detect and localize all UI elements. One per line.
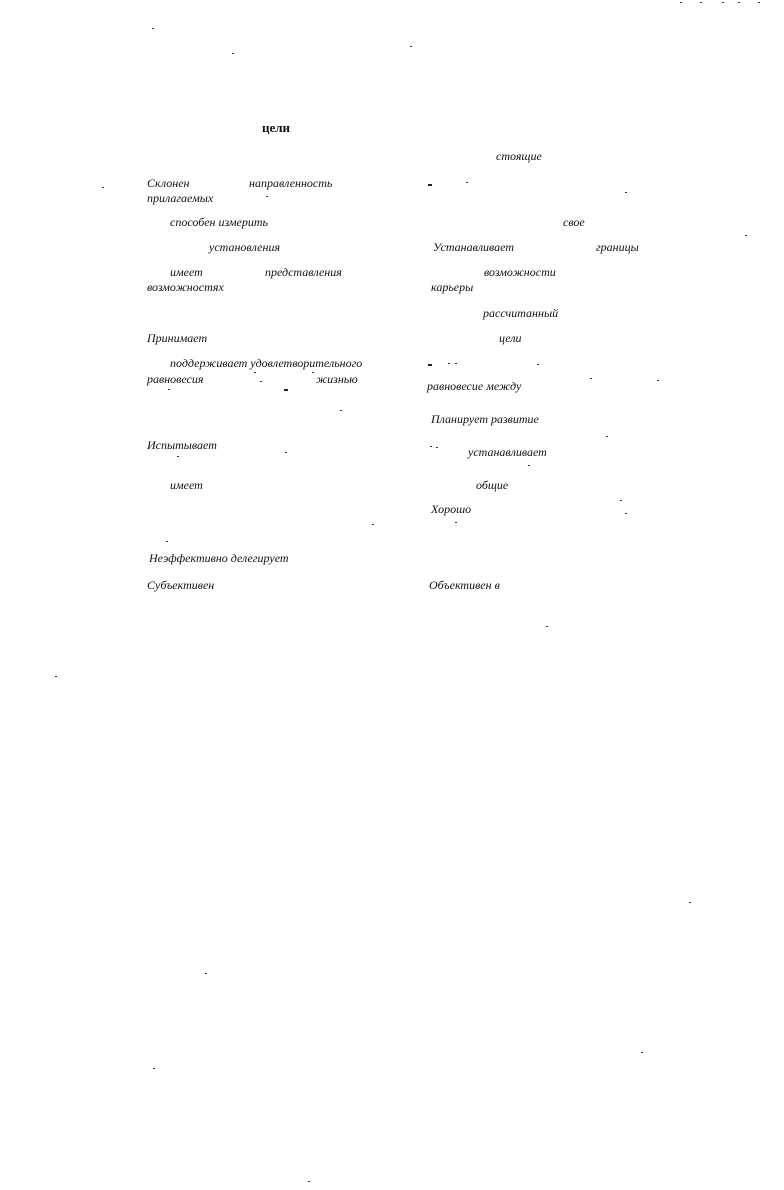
scan-speck [340, 410, 342, 411]
scan-speck [546, 626, 548, 627]
text-fragment: жизнью [316, 372, 358, 386]
text-fragment: поддерживает удовлетворительного [170, 356, 363, 370]
scan-speck [436, 447, 438, 448]
text-fragment: Субъективен [147, 578, 215, 592]
text-fragment: имеет [170, 265, 203, 279]
text-fragment: Объективен в [429, 578, 500, 592]
text-fragment: рассчитанный [483, 306, 559, 320]
text-fragment: Устанавливает [433, 240, 515, 254]
scan-speck [745, 235, 747, 236]
scan-speck [428, 184, 432, 186]
scan-speck [689, 902, 691, 903]
scan-speck [455, 522, 457, 523]
text-fragment: Принимает [147, 331, 208, 345]
scan-speck [620, 500, 622, 501]
scan-speck [606, 436, 608, 437]
text-fragment: цели [499, 331, 522, 345]
text-fragment: Склонен [147, 176, 190, 190]
scan-speck [177, 456, 179, 457]
text-fragment: Хорошо [431, 502, 472, 516]
scan-speck [448, 363, 450, 364]
scan-speck [590, 378, 592, 379]
text-fragment: Планирует развитие [431, 412, 539, 426]
scan-speck [625, 513, 627, 514]
text-fragment: прилагаемых [147, 191, 214, 205]
scan-speck [537, 364, 539, 365]
heading-word: цели [262, 120, 291, 135]
scan-speck [410, 46, 412, 47]
scan-speck [430, 446, 432, 447]
text-fragment: направленность [249, 176, 333, 190]
text-fragment: Испытывает [147, 438, 217, 452]
text-fragment: возможностях [147, 280, 224, 294]
text-fragment: карьеры [431, 280, 474, 294]
scan-speck [372, 524, 374, 525]
scan-speck [308, 1181, 310, 1182]
scan-speck [466, 182, 468, 183]
scan-speck [528, 465, 530, 466]
text-fragment: способен измерить [170, 215, 269, 229]
text-fragment: равновесие между [427, 379, 522, 393]
scan-speck [700, 2, 702, 3]
scan-speck [312, 372, 314, 373]
scan-speck [102, 187, 104, 188]
text-fragment: имеет [170, 478, 203, 492]
text-fragment: стоящие [496, 149, 542, 163]
text-fragment: установления [209, 240, 281, 254]
text-fragment: Неэффективно делегирует [149, 551, 289, 565]
scan-speck [428, 364, 432, 366]
scan-speck [758, 2, 760, 3]
text-fragment: свое [563, 215, 585, 229]
scan-speck [168, 389, 170, 390]
scan-speck [266, 196, 268, 197]
scan-speck [657, 380, 659, 381]
scan-speck [232, 53, 234, 54]
text-fragment: устанавливает [468, 445, 547, 459]
scan-speck [722, 2, 724, 3]
text-fragment: представления [265, 265, 342, 279]
scan-speck [625, 192, 627, 193]
scan-speck [455, 363, 457, 364]
scan-speck [55, 676, 57, 677]
text-fragment: возможности [484, 265, 556, 279]
scan-speck [738, 2, 740, 3]
scan-speck [254, 372, 256, 373]
scan-speck [152, 28, 154, 29]
scan-speck [260, 381, 262, 382]
scan-speck [641, 1052, 643, 1053]
text-fragment: общие [476, 478, 509, 492]
scan-speck [205, 973, 207, 974]
scan-speck [680, 2, 682, 3]
text-fragment: равновесия [147, 372, 204, 386]
scan-speck [285, 452, 287, 453]
scan-speck [284, 389, 288, 391]
text-fragment: границы [596, 240, 639, 254]
scan-speck [153, 1068, 155, 1069]
scan-speck [166, 541, 168, 542]
